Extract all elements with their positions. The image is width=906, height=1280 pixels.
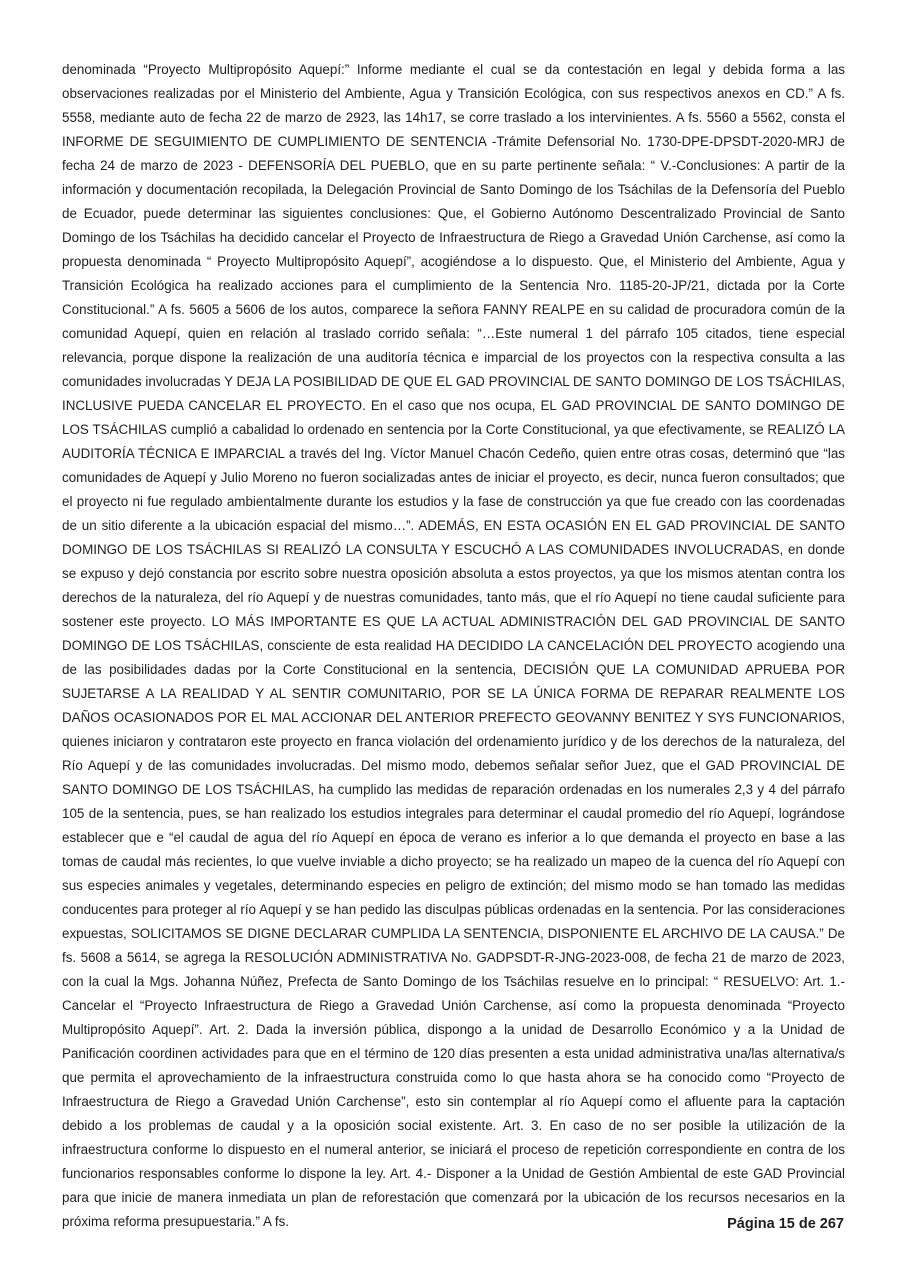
page-number: Página 15 de 267 [727, 1216, 844, 1232]
body-paragraph: denominada “Proyecto Multipropósito Aquepí:” Informe mediante el cual se da contestación en legal y debida forma a las observaciones realizadas por el Ministerio del Ambiente, Agua y Transición Ecológica, con sus respectivos anexos en CD.” A fs. 5558, mediante auto de fecha 22 de marzo de 2923, las 14h17, se corre traslado a los intervinientes. A fs. 5560 a 5562, consta el INFORME DE SEGUIMIENTO DE CUMPLIMIENTO DE SENTENCIA -Trámite Defensorial No. 1730-DPE-DPSDT-2020-MRJ de fecha 24 de marzo de 2023 - DEFENSORÍA DEL PUEBLO, que en su parte pertinente señala: “ V.-Conclusiones: A partir de la información y documentación recopilada, la Delegación Provincial de Santo Domingo de los Tsáchilas de la Defensoría del Pueblo de Ecuador, puede determinar las siguientes conclusiones: Que, el Gobierno Autónomo Descentralizado Provincial de Santo Domingo de los Tsáchilas ha decidido cancelar el Proyecto de Infraestructura de Riego a Gravedad Unión Carchense, así como la propuesta denominada “ Proyecto Multipropósito Aquepí”, acogiéndose a lo dispuesto. Que, el Ministerio del Ambiente, Agua y Transición Ecológica ha realizado acciones para el cumplimiento de la Sentencia Nro. 1185-20-JP/21, dictada por la Corte Constitucional.” A fs. 5605 a 5606 de los autos, comparece la señora FANNY REALPE en su calidad de procuradora común de la comunidad Aquepí, quien en relación al traslado corrido señala: “…Este numeral 1 del párrafo 105 citados, tiene especial relevancia, porque dispone la realización de una auditoría técnica e imparcial de los proyectos con la respectiva consulta a las comunidades involucradas Y DEJA LA POSIBILIDAD DE QUE EL GAD PROVINCIAL DE SANTO DOMINGO DE LOS TSÁCHILAS, INCLUSIVE PUEDA CANCELAR EL PROYECTO. En el caso que nos ocupa, EL GAD PROVINCIAL DE SANTO DOMINGO DE LOS TSÁCHILAS cumplió a cabalidad lo ordenado en sentencia por la Corte Constitucional, ya que efectivamente, se REALIZÓ LA AUDITORÍA TÉCNICA E IMPARCIAL a través del Ing. Víctor Manuel Chacón Cedeño, quien entre otras cosas, determinó que “las comunidades de Aquepí y Julio Moreno no fueron socializadas antes de iniciar el proyecto, es decir, nunca fueron consultados; que el proyecto ni fue regulado ambientalmente durante los estudios y la fase de construcción ya que fue creado con las coordenadas de un sitio diferente a la ubicación espacial del mismo…”. ADEMÁS, EN ESTA OCASIÓN EN EL GAD PROVINCIAL DE SANTO DOMINGO DE LOS TSÁCHILAS SI REALIZÓ LA CONSULTA Y ESCUCHÓ A LAS COMUNIDADES INVOLUCRADAS, en donde se expuso y dejó constancia por escrito sobre nuestra oposición absoluta a estos proyectos, ya que los mismos atentan contra los derechos de la naturaleza, del río Aquepí y de nuestras comunidades, tanto más, que el río Aquepí no tiene caudal suficiente para sostener este proyecto. LO MÁS IMPORTANTE ES QUE LA ACTUAL ADMINISTRACIÓN DEL GAD PROVINCIAL DE SANTO DOMINGO DE LOS TSÁCHILAS, consciente de esta realidad HA DECIDIDO LA CANCELACIÓN DEL PROYECTO acogiendo una de las posibilidades dadas por la Corte Constitucional en la sentencia, DECISIÓN QUE LA COMUNIDAD APRUEBA POR SUJETARSE A LA REALIDAD Y AL SENTIR COMUNITARIO, POR SE LA ÚNICA FORMA DE REPARAR REALMENTE LOS DAÑOS OCASIONADOS POR EL MAL ACCIONAR DEL ANTERIOR PREFECTO GEOVANNY BENITEZ Y SYS FUNCIONARIOS, quienes iniciaron y contrataron este proyecto en franca violación del ordenamiento jurídico y de los derechos de la naturaleza, del Río Aquepí y de las comunidades involucradas. Del mismo modo, debemos señalar señor Juez, que el GAD PROVINCIAL DE SANTO DOMINGO DE LOS TSÁCHILAS, ha cumplido las medidas de reparación ordenadas en los numerales 2,3 y 4 del párrafo 105 de la sentencia, pues, se han realizado los estudios integrales para determinar el caudal promedio del río Aquepí, lográndose establecer que e “el caudal de agua del río Aquepí en época de verano es inferior a lo que demanda el proyecto en base a las tomas de caudal más recientes, lo que vuelve inviable a dicho proyecto; se ha realizado un mapeo de la cuenca del río Aquepí con sus especies animales y vegetales, determinando especies en peligro de extinción; del mismo modo se han tomado las medidas conducentes para proteger al río Aquepí y se han pedido las disculpas públicas ordenadas en la sentencia. Por las consideraciones expuestas, SOLICITAMOS SE DIGNE DECLARAR CUMPLIDA LA SENTENCIA, DISPONIENTE EL ARCHIVO DE LA CAUSA.” De fs. 5608 a 5614, se agrega la RESOLUCIÓN ADMINISTRATIVA No. GADPSDT-R-JNG-2023-008, de fecha 21 de marzo de 2023, con la cual la Mgs. Johanna Núñez, Prefecta de Santo Domingo de los Tsáchilas resuelve en lo principal: “ RESUELVO: Art. 1.- Cancelar el “Proyecto Infraestructura de Riego a Gravedad Unión Carchense, así como la propuesta denominada “Proyecto Multipropósito Aquepí”. Art. 2. Dada la inversión pública, dispongo a la unidad de Desarrollo Económico y a la Unidad de Panificación coordinen actividades para que en el término de 120 días presenten a esta unidad administrativa una/las alternativa/s que permita el aprovechamiento de la infraestructura construida como lo que hasta ahora se ha conocido como “Proyecto de Infraestructura de Riego a Gravedad Unión Carchense”, esto sin contemplar al río Aquepí como el afluente para la captación debido a los problemas de caudal y a la oposición social existente. Art. 3. En caso de no ser posible la utilización de la infraestructura conforme lo dispuesto en el numeral anterior, se iniciará el proceso de repetición correspondiente en contra de los funcionarios responsables conforme lo dispone la ley. Art. 4.- Disponer a la Unidad de Gestión Ambiental de este GAD Provincial para que inicie de manera inmediata un plan de reforestación que comenzará por la ubicación de los recursos necesarios en la próxima reforma presupuestaria.” A fs. [62, 62, 845, 1229]
